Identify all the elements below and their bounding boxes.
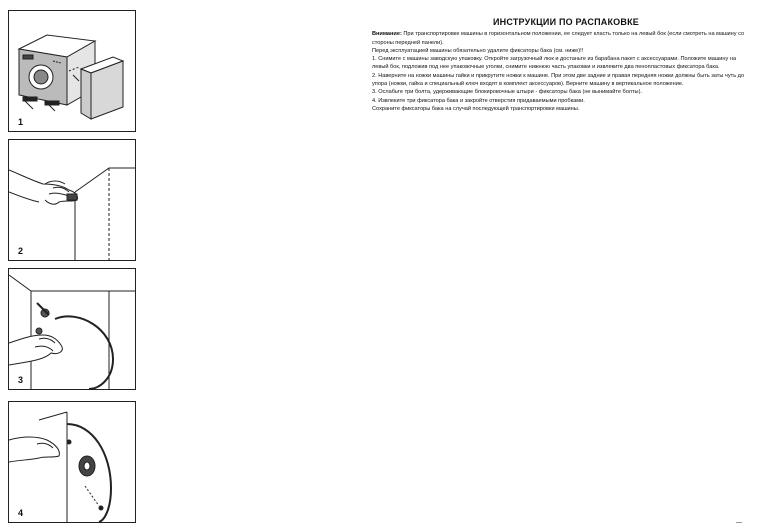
- figure-4-number: 4: [18, 508, 24, 518]
- hand-removing-panel-illustration: [9, 140, 135, 260]
- warning-paragraph: [372, 30, 750, 47]
- inserting-plugs-illustration: [9, 402, 135, 522]
- page-corner-mark: [736, 522, 742, 523]
- figure-4-panel: [8, 401, 136, 523]
- step-4: 4. Извлеките три фиксатора бака и закройте отверстия придаваемыми пробками.: [372, 97, 585, 104]
- before-use-note: Перед эксплуатацией машины обязательно удалите фиксаторы бака (см. ниже)!!: [372, 47, 584, 54]
- instructions-title: ИНСТРУКЦИИ ПО РАСПАКОВКЕ: [493, 17, 639, 27]
- figure-2-panel: [8, 139, 136, 261]
- figure-2-number: 2: [18, 246, 24, 256]
- washing-machine-packaging-illustration: [9, 11, 135, 131]
- unpacking-instructions: [372, 18, 750, 113]
- keep-note: Сохраните фиксаторы бака на случай последующей транспортировки машины.: [372, 105, 580, 112]
- warning-text: При транспортировке машины в горизонтальном положении, ее следует класть только на левый бок (если смотреть на машину со стороны передней панели).: [372, 31, 745, 46]
- figure-1-number: 1: [18, 117, 24, 127]
- step-2: 2. Наверните на ножки машины гайки и прикрутите ножки к машине. При этом две задние и правая передняя ножки должны быть заты чуть до упора (ножки, гайка и специальный ключ входят в комплект аксессуаров). Верните машину в вертикальное положение.: [372, 72, 745, 88]
- loosening-bolts-illustration: [9, 269, 135, 389]
- step-3: 3. Ослабьте три болта, удерживающие блокировочные штыри - фиксаторы бака (не вынимайте болты).: [372, 89, 642, 96]
- figure-3-panel: [8, 268, 136, 390]
- figure-3-number: 3: [18, 375, 24, 385]
- figure-1-panel: [8, 10, 136, 132]
- warning-label: Внимание:: [372, 31, 402, 38]
- step-1: 1. Снимите с машины заводскую упаковку. Откройте загрузочный люк и достаньте из барабана пакет с аксессуарами. Положите машину на левый бок, подложив под нее упаковочные уголки, снимите нижнюю часть упаковки и извлеките два пенопластовых фиксатора бака.: [372, 56, 737, 71]
